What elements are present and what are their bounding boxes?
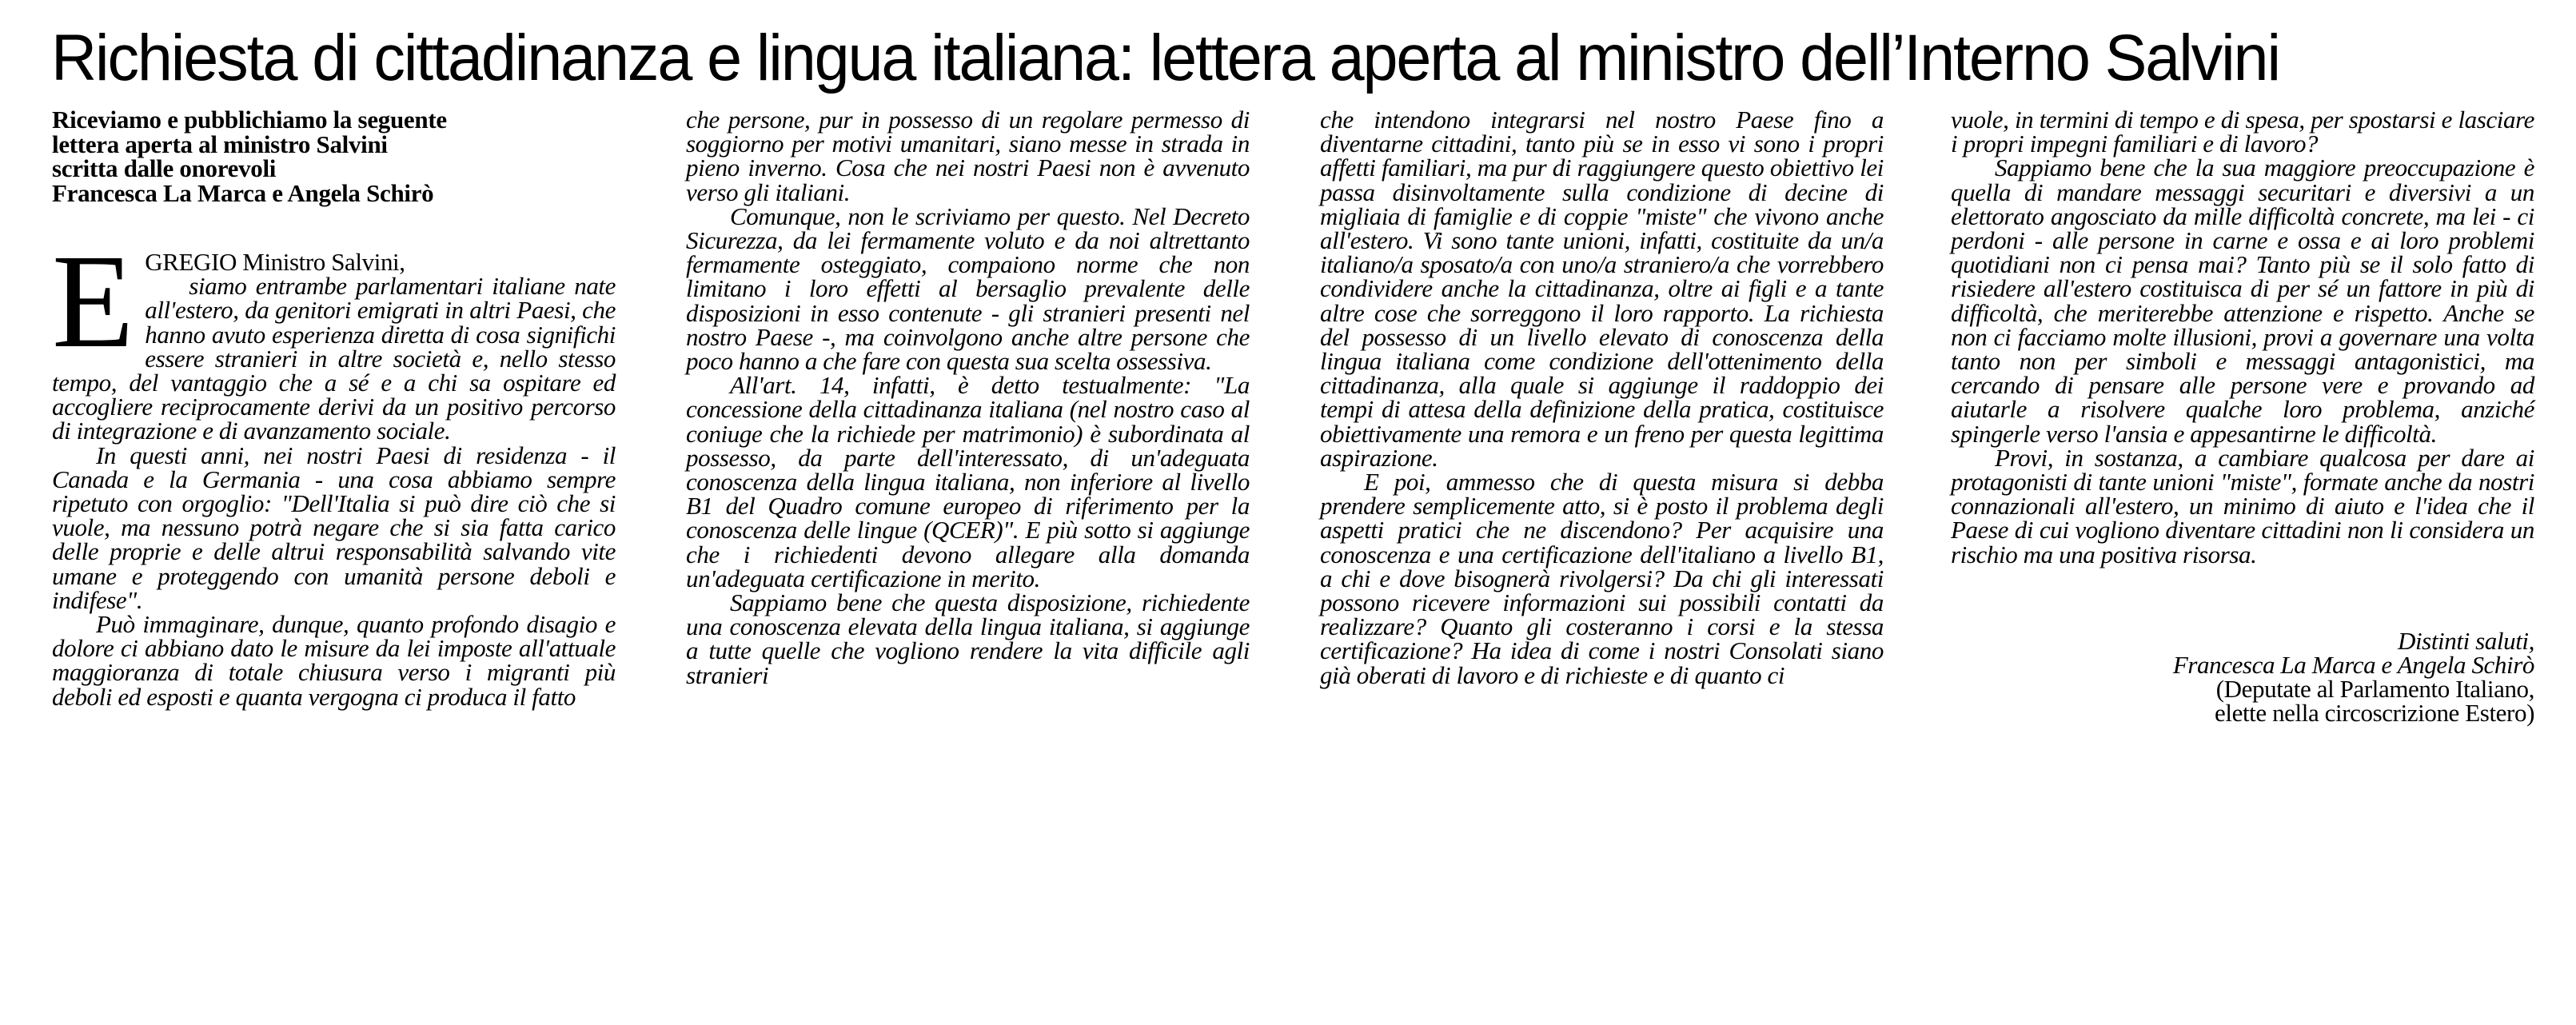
paragraph: In questi anni, nei nostri Paesi di residenza - il Canada e la Germania - una cosa abbiamo sempre ripetuto con orgoglio: "Dell'Italia si può dire ciò che si vuole, ma nessuno potrà negare che si sia fatta carico delle proprie e delle altrui responsabilità salvando vite umane e proteggendo con umanità persone deboli e indifese".: [52, 441, 616, 614]
headline: Richiesta di cittadinanza e lingua italiana: lettera aperta al ministro dell’Interno Salvini: [51, 22, 2279, 94]
paragraph: Comunque, non le scriviamo per questo. Nel Decreto Sicurezza, da lei fermamente voluto e da noi altrettanto fermamente osteggiato, compaiono norme che non limitano i loro effetti al bersaglio prevalente delle disposizioni in esso contenute - gli stranieri presenti nel nostro Paese -, ma coinvolgono anche altre persone che poco hanno a che fare con questa sua scelta ossessiva.: [686, 201, 1250, 376]
signature-block: [1951, 626, 2534, 728]
drop-cap: E: [52, 227, 134, 376]
intro-line: Riceviamo e pubblichiamo la seguente: [52, 106, 447, 134]
salutation: Distinti saluti,: [2397, 626, 2534, 655]
paragraph: Sappiamo bene che la sua maggiore preoccupazione è quella di mandare messaggi securitari e diversivi a un elettorato angosciato da mille difficoltà concrete, ma lei - ci perdoni - alle persone in carne e ossa e ai loro problemi quotidiani non ci pensa mai? Tanto più se il solo fatto di risiedere all'estero costituisca di per sé un fattore in più di difficoltà, che meriterebbe attenzione e rispetto. Anche se non ci facciamo molte illusioni, provi a governare una volta tanto non per simboli e messaggi antagonistici, ma cercando di pensare alle persone vere e provando ad aiutarle a risolvere qualche loro problema, anziché spingerle verso l'ansia e appesantirne le difficoltà.: [1951, 154, 2534, 448]
paragraph-continued: che intendono integrarsi nel nostro Paese fino a diventarne cittadini, tanto più se in esso vi sono i propri affetti familiari, ma pur di raggiungere questo obiettivo lei passa disinvoltamente sulla condizione di decine di migliaia di famiglie e di coppie "miste" che vivono anche all'estero. Vi sono tante unioni, infatti, costituite da un/a italiano/a sposato/a con uno/a straniero/a che vorrebbero condividere anche la cittadinanza, oltre ai figli e a tante altre cose che sorreggono il loro rapporto. La richiesta del possesso di un livello elevato di conoscenza della lingua italiana come condizione dell'ottenimento della cittadinanza, alla quale si aggiunge il raddoppio dei tempi di attesa della definizione della pratica, costituisce obiettivamente una remora e un freno per questa legittima aspirazione.: [1320, 106, 1884, 472]
paragraph: Sappiamo bene che questa disposizione, richiedente una conoscenza elevata della lingua italiana, si aggiunge a tutte quelle che vogliono rendere la vita difficile agli stranieri: [686, 588, 1250, 689]
column-1: [52, 108, 616, 709]
greeting: GREGIO Ministro Salvini,: [145, 248, 405, 276]
paragraph: Provi, in sostanza, a cambiare qualcosa per dare ai protagonisti di tante unioni "miste", formate anche da nostri connazionali all'estero, un minimo di aiuto e l'idea che il Paese di cui vogliono diventare cittadini non li considera un rischio ma una positiva risorsa.: [1951, 443, 2534, 568]
column-2: [686, 108, 1250, 688]
column-3: [1320, 108, 1884, 688]
intro-line: scritta dalle onorevoli: [52, 154, 277, 182]
column-4: [1951, 108, 2534, 726]
intro-line: lettera aperta al ministro Salvini: [52, 130, 388, 158]
intro-standfirst: [52, 108, 616, 205]
paragraph-continued: vuole, in termini di tempo e di spesa, per spostarsi e lasciare i propri impegni familiari e di lavoro?: [1951, 106, 2534, 158]
intro-line: Francesca La Marca e Angela Schirò: [52, 178, 434, 207]
role-line: (Deputate al Parlamento Italiano,: [2215, 675, 2534, 704]
role-line: elette nella circoscrizione Estero): [2215, 699, 2534, 728]
paragraph: All'art. 14, infatti, è detto testualmente: "La concessione della cittadinanza italiana (nel nostro caso al coniuge che la richiede per matrimonio) è subordinata al possesso, da parte dell'interessato, di un'adeguata conoscenza della lingua italiana, non inferiore al livello B1 del Quadro comune europeo di riferimento per la conoscenza delle lingue (QCER)". E più sotto si aggiunge che i richiedenti devono allegare alla domanda un'adeguata certificazione in merito.: [686, 371, 1250, 592]
paragraph: E poi, ammesso che di questa misura si debba prendere semplicemente atto, si è posto il problema degli aspetti pratici che ne discendono? Per acquisire una conoscenza e una certificazione dell'italiano a livello B1, a chi e dove bisognerà rivolgersi? Da chi gli interessati possono ricevere informazioni sui possibili contatti da realizzare? Quanto gli costeranno i corsi e la stessa certificazione? Ha idea di come i nostri Consolati siano già oberati di lavoro e di richieste e di quanto ci: [1320, 468, 1884, 689]
paragraph-continued: che persone, pur in possesso di un regolare permesso di soggiorno per motivi umanitari, siano messe in strada in pieno inverno. Cosa che nei nostri Paesi non è avvenuto verso gli italiani.: [686, 106, 1250, 206]
paragraph: siamo entrambe parlamentari italiane nate all'estero, da genitori emigrati in altri Paesi, che hanno avuto esperienza diretta di cosa significhi essere stranieri in altre società e, nello stesso tempo, del vantaggio che a sé e a chi sa ospitare ed accogliere reciprocamente derivi da un positivo percorso di integrazione e di avanzamento sociale.: [52, 272, 616, 445]
paragraph: Può immaginare, dunque, quanto profondo disagio e dolore ci abbiano dato le misure da lei imposte all'attuale maggioranza di totale chiusura verso i migranti più deboli ed esposti e quanta vergogna ci produca il fatto: [52, 610, 616, 711]
signatories: Francesca La Marca e Angela Schirò: [2172, 651, 2534, 680]
